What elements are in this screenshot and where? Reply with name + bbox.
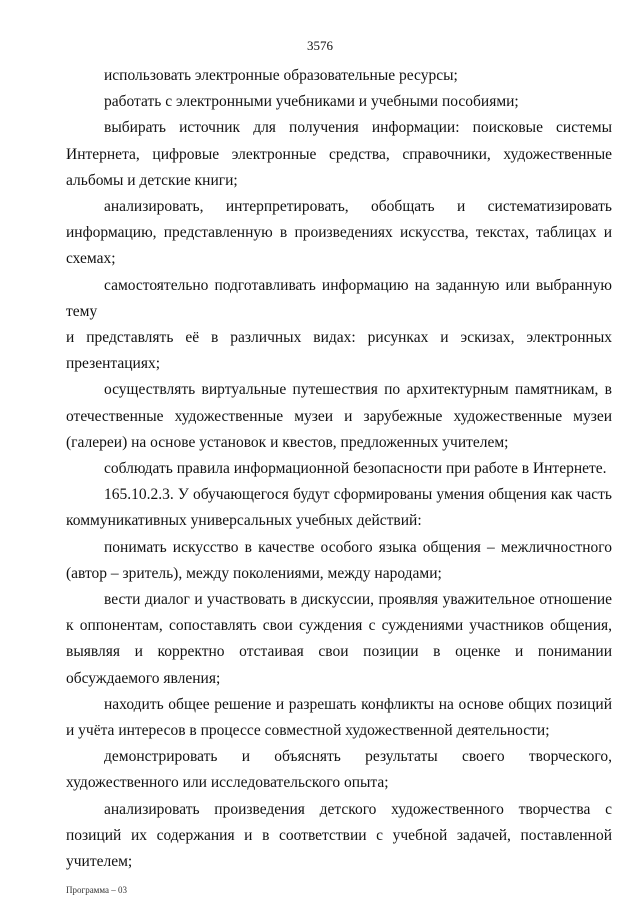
- page-footer: Программа – 03: [66, 885, 128, 895]
- paragraph: осуществлять виртуальные путешествия по архитектурным памятникам, в отечественные художественные музеи и зарубежные художественные музеи (галереи) на основе установок и квестов, предложенных учителем;: [66, 381, 612, 451]
- paragraph: находить общее решение и разрешать конфликты на основе общих позиций и учёта интересов в процессе совместной художественной деятельности;: [66, 695, 612, 740]
- paragraph: самостоятельно подготавливать информацию на заданную или выбранную тему: [66, 276, 612, 320]
- paragraph: демонстрировать и объяснять результаты своего творческого, художественного или исследовательского опыта;: [66, 748, 612, 792]
- paragraph: и представлять её в различных видах: рисунках и эскизах, электронных презентациях;: [66, 329, 612, 373]
- section-paragraph: 165.10.2.3. У обучающегося будут сформированы умения общения как часть коммуникативных универсальных учебных действий:: [66, 486, 612, 530]
- paragraph: анализировать произведения детского художественного творчества с позиций их содержания и в соответствии с учебной задачей, поставленной учителем;: [66, 800, 612, 871]
- paragraph: выбирать источник для получения информации: поисковые системы Интернета, цифровые электронные средства, справочники, художественные альбомы и детские книги;: [66, 119, 612, 189]
- paragraph: анализировать, интерпретировать, обобщать и систематизировать информацию, представленную в произведениях искусства, текстах, таблицах и схемах;: [66, 198, 612, 268]
- paragraph: работать с электронными учебниками и учебными пособиями;: [104, 93, 519, 111]
- paragraph: вести диалог и участвовать в дискуссии, проявляя уважительное отношение к оппонентам, сопоставлять свои суждения с суждениями участников общения, выявляя и корректно отстаивая свои позиции в оценке и понимании обсуждаемого явления;: [66, 591, 612, 687]
- paragraph: понимать искусство в качестве особого языка общения – межличностного (автор – зритель), между поколениями, между народами;: [66, 538, 612, 582]
- document-body: [66, 63, 612, 875]
- page-number: 3576: [307, 38, 333, 53]
- paragraph: соблюдать правила информационной безопасности при работе в Интернете.: [104, 460, 607, 478]
- paragraph: использовать электронные образовательные ресурсы;: [104, 67, 458, 84]
